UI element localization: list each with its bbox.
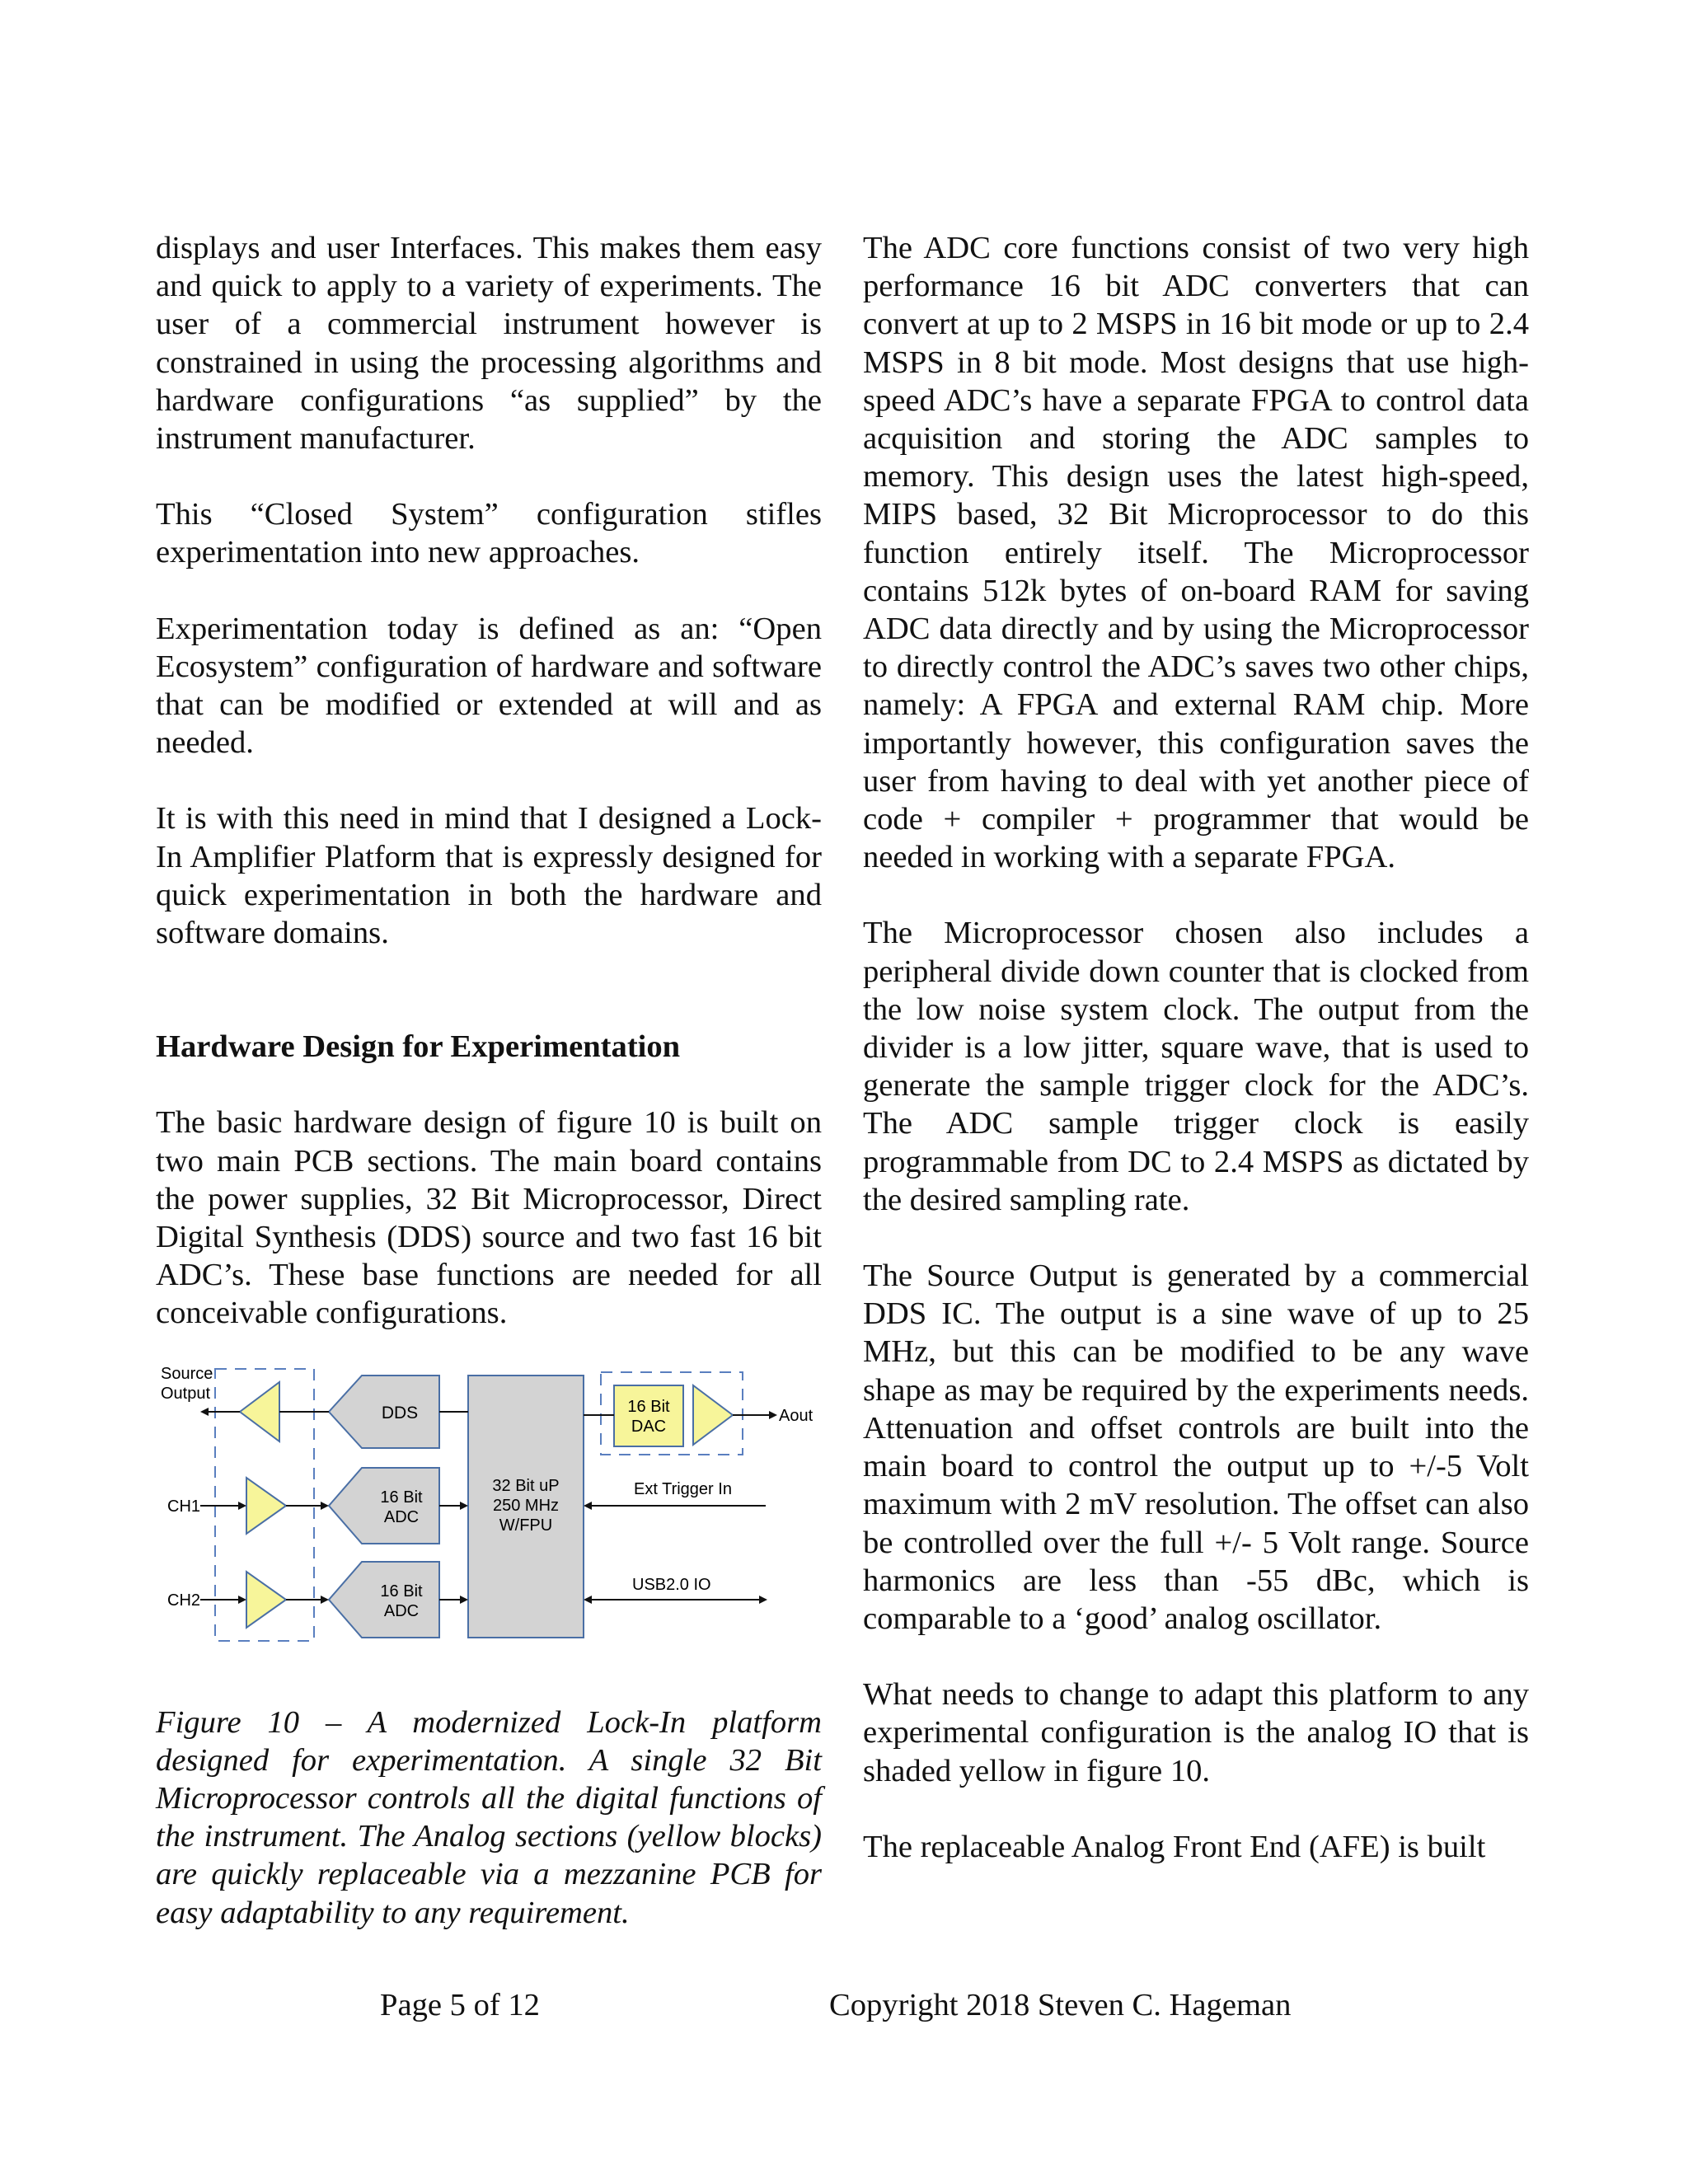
figure-caption: Figure 10 – A modernized Lock-In platform designed for experimentation. A single 32 Bit Microprocessor controls all the digital functions of the instrument. The Analog sections (yellow blocks) are quickly replaceable via a mezzanine PCB for easy adaptability to any requirement. — [156, 1704, 822, 1930]
ch2-label: CH2 — [167, 1591, 201, 1610]
dac-label-1: 16 Bit — [627, 1397, 670, 1416]
source-output-label-2: Output — [161, 1384, 211, 1403]
adc2-label-1: 16 Bit — [380, 1582, 423, 1601]
cpu-label-3: W/FPU — [499, 1516, 553, 1535]
paragraph: The replaceable Analog Front End (AFE) is built — [863, 1829, 1486, 1864]
ch1-amp — [246, 1478, 286, 1534]
ch1-label: CH1 — [167, 1497, 201, 1516]
adc2-label-2: ADC — [383, 1601, 420, 1620]
ext-trigger-label: Ext Trigger In — [634, 1479, 732, 1498]
cpu-label-2: 250 MHz — [492, 1496, 560, 1515]
paragraph: The ADC core functions consist of two very high performance 16 bit ADC converters that can convert at up to 2 MSPS in 16 bit mode or up to 2.4 MSPS in 8 bit mode. Most designs that use high-speed ADC’s have a separate FPGA to control data acquisition and storing the ADC samples to memory. This design uses the latest high-speed, MIPS based, 32 Bit Microprocessor to do this function entirely itself. The Microprocessor contains 512k bytes of on-board RAM for saving ADC data directly and by using the Microprocessor to directly control the ADC’s saves two other chips, namely: A FPGA and external RAM chip. More importantly however, this configuration saves the user from having to deal with yet another piece of code + compiler + programmer that would be needed in working with a separate FPGA. — [863, 231, 1529, 875]
dac-output-amp — [693, 1385, 733, 1445]
dac-block — [614, 1385, 683, 1446]
paragraph: It is with this need in mind that I designed a Lock-In Amplifier Platform that is expressly designed for quick experimentation in both the hardware and software domains. — [156, 801, 822, 951]
paragraph: What needs to change to adapt this platform to any experimental configuration is the analog IO that is shaded yellow in figure 10. — [863, 1677, 1529, 1788]
source-output-label-1: Source — [161, 1364, 213, 1383]
usb-io-label: USB2.0 IO — [632, 1575, 711, 1594]
left-column — [156, 229, 822, 1970]
cpu-label-1: 32 Bit uP — [492, 1476, 560, 1495]
copyright-notice: Copyright 2018 Steven C. Hageman — [829, 1988, 1292, 2022]
right-column — [863, 229, 1529, 1904]
adc1-label-1: 16 Bit — [380, 1488, 423, 1507]
paragraph: displays and user Interfaces. This makes them easy and quick to apply to a variety of experiments. The user of a commercial instrument however is constrained in using the processing algorithms and hardware configurations “as supplied” by the instrument manufacturer. — [156, 231, 822, 457]
dds-label: DDS — [381, 1403, 419, 1422]
paragraph: The Microprocessor chosen also includes a peripheral divide down counter that is clocked from the low noise system clock. The output from the divider is a low jitter, square wave, that is used to generate the sample trigger clock for the ADC’s. The ADC sample trigger clock is easily programmable from DC to 2.4 MSPS as dictated by the desired sampling rate. — [863, 916, 1529, 1217]
ch2-amp — [246, 1572, 286, 1628]
figure-10-block-diagram — [156, 1357, 822, 1704]
source-output-amp — [240, 1382, 279, 1441]
paragraph: The Source Output is generated by a commercial DDS IC. The output is a sine wave of up to 25 MHz, but this can be modified to be any wave shape as may be required by the experiments needs. Attenuation and offset controls are built into the main board to control the output up to +/-5 Volt maximum with 2 mV resolution. The offset can also be controlled over the full +/- 5 Volt range. Source harmonics are less than -55 dBc, which is comparable to a ‘good’ analog oscillator. — [863, 1258, 1529, 1636]
section-heading: Hardware Design for Experimentation — [156, 1029, 681, 1065]
page-number: Page 5 of 12 — [380, 1988, 540, 2022]
dac-label-2: DAC — [631, 1417, 667, 1436]
aout-label: Aout — [779, 1406, 814, 1425]
paragraph: This “Closed System” configuration stifles experimentation into new approaches. — [156, 497, 822, 570]
paragraph: Experimentation today is defined as an: “Open Ecosystem” configuration of hardware and software that can be modified or extended at will and as needed. — [156, 611, 822, 761]
paragraph: The basic hardware design of figure 10 is built on two main PCB sections. The main board contains the power supplies, 32 Bit Microprocessor, Direct Digital Synthesis (DDS) source and two fast 16 bit ADC’s. These base functions are needed for all conceivable configurations. — [156, 1105, 822, 1331]
adc1-label-2: ADC — [383, 1507, 420, 1526]
block-diagram-svg — [156, 1357, 822, 1687]
